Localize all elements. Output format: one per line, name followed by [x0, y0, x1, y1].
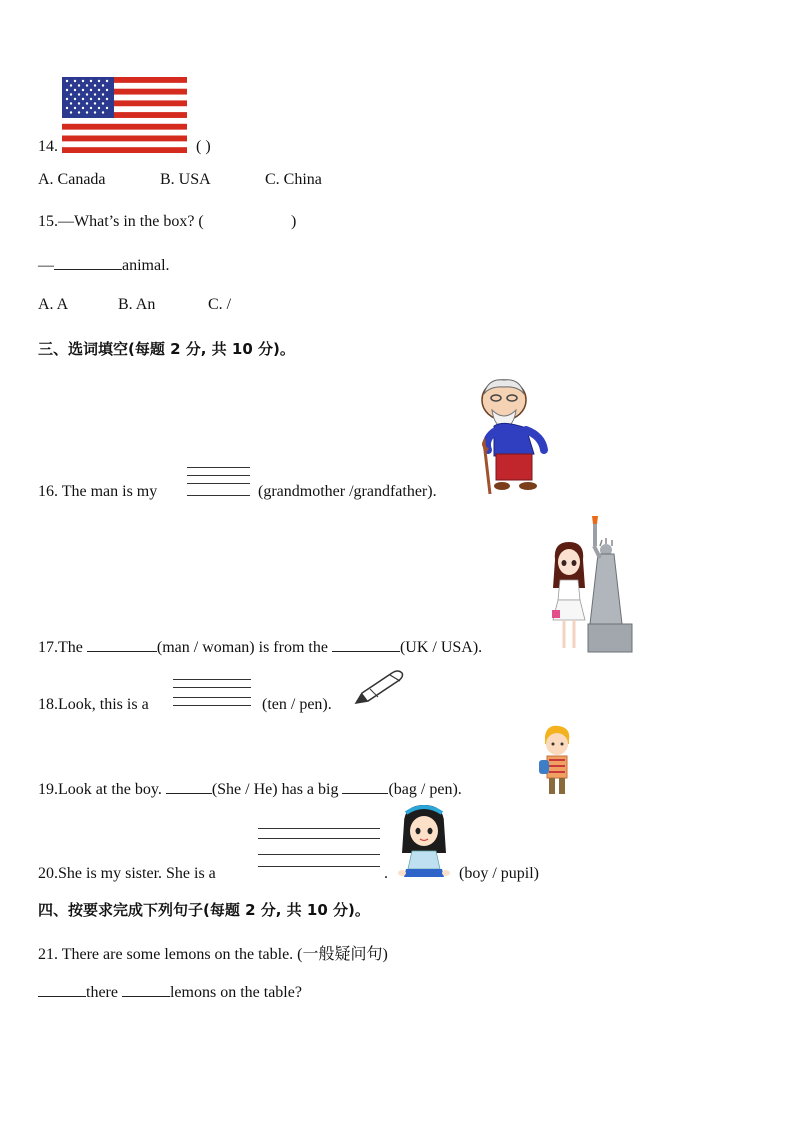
girl-pupil-image [396, 803, 452, 881]
q17-row [38, 637, 482, 657]
q16-blank-line-1[interactable] [187, 467, 250, 468]
q21-suffix: lemons on the table? [169, 984, 302, 1001]
q17-blank-2[interactable] [332, 637, 400, 652]
q17-prefix: 17.The [38, 639, 83, 656]
q15-question: 15.—What’s in the box? ( [38, 213, 204, 230]
section-3-title: 三、选词填空(每题 2 分, 共 10 分)。 [38, 340, 295, 358]
q18-prefix: 18.Look, this is a [38, 696, 149, 713]
q20-choices: (boy / pupil) [459, 865, 539, 882]
q21-blank-1[interactable] [38, 982, 86, 997]
woman-image [549, 540, 589, 652]
q16-blank-line-2[interactable] [187, 475, 250, 476]
section-4-title: 四、按要求完成下列句子(每题 2 分, 共 10 分)。 [38, 901, 370, 919]
q21-answer-row [38, 982, 302, 1002]
q14-number: 14. [38, 138, 58, 155]
q19-blank-2[interactable] [342, 779, 388, 794]
pen-image [352, 667, 404, 707]
q15-answer-line [38, 255, 170, 275]
q20-blank-line-2[interactable] [258, 838, 380, 839]
usa-flag-image [62, 77, 187, 153]
q16-prefix: 16. The man is my [38, 483, 158, 500]
q15-dash: — [38, 257, 54, 274]
boy-image [539, 724, 575, 796]
q15-blank[interactable] [54, 255, 122, 270]
q16-blank-line-4[interactable] [187, 495, 250, 496]
q18-blank-line-2[interactable] [173, 687, 251, 688]
q14-answer-paren[interactable]: ( ) [196, 138, 211, 155]
q17-mid: (man / woman) is from the [156, 639, 328, 656]
q19-suffix: (bag / pen). [388, 781, 462, 798]
q21-blank-2[interactable] [122, 982, 170, 997]
q14-option-b[interactable]: B. USA [160, 171, 211, 188]
q20-dot: . [384, 865, 388, 882]
q18-blank-line-1[interactable] [173, 679, 251, 680]
q21-mid: there [86, 984, 118, 1001]
q21-sentence: 21. There are some lemons on the table. (一般疑问句) [38, 946, 388, 963]
q16-row [38, 483, 157, 501]
q18-blank-line-4[interactable] [173, 705, 251, 706]
statue-of-liberty-image [584, 514, 640, 654]
q15-suffix: animal. [122, 257, 170, 274]
q16-blank-line-3[interactable] [187, 483, 250, 484]
q20-blank-line-1[interactable] [258, 828, 380, 829]
q20-blank-line-3[interactable] [258, 854, 380, 855]
q14-option-c[interactable]: C. China [265, 171, 322, 188]
q14-option-a[interactable]: A. Canada [38, 171, 106, 188]
q19-prefix: 19.Look at the boy. [38, 781, 162, 798]
q15-option-c[interactable]: C. / [208, 296, 232, 313]
grandfather-image [474, 376, 554, 496]
q18-choices: (ten / pen). [262, 696, 332, 713]
q17-suffix: (UK / USA). [399, 639, 483, 656]
q20-prefix: 20.She is my sister. She is a [38, 865, 216, 882]
q17-blank-1[interactable] [87, 637, 157, 652]
q20-blank-line-4[interactable] [258, 866, 380, 867]
q19-mid: (She / He) has a big [211, 781, 339, 798]
q15-option-b[interactable]: B. An [118, 296, 156, 313]
q19-row [38, 779, 462, 799]
q15-option-a[interactable]: A. A [38, 296, 69, 313]
q16-choices: (grandmother /grandfather). [258, 483, 437, 500]
q15-paren-close[interactable]: ) [291, 213, 297, 230]
q19-blank-1[interactable] [166, 779, 212, 794]
q18-blank-line-3[interactable] [173, 697, 251, 698]
